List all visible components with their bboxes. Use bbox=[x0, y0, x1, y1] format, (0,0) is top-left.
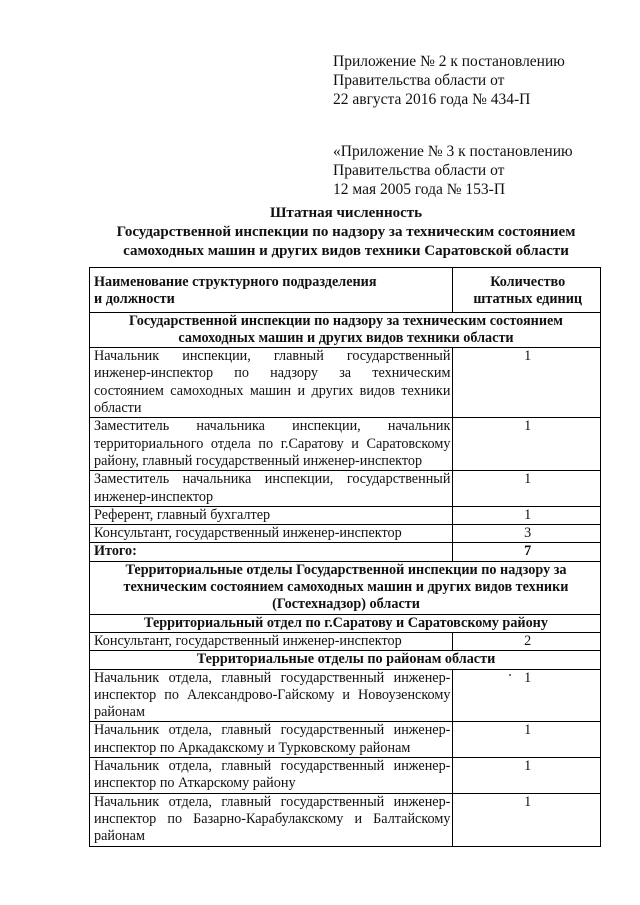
table-row bbox=[90, 722, 601, 758]
appendix-header-line: 22 августа 2016 года № 434-П bbox=[333, 91, 531, 108]
column-header-quantity: Количество штатных единиц bbox=[453, 268, 601, 313]
table-row bbox=[90, 632, 601, 650]
title-line: самоходных машин и других видов техники Саратовской области bbox=[123, 243, 569, 259]
section-heading-row bbox=[90, 561, 601, 614]
table-row bbox=[90, 525, 601, 543]
staffing-table bbox=[89, 267, 601, 847]
appendix-header-line: 12 мая 2005 года № 153-П bbox=[333, 181, 506, 198]
scan-speck bbox=[509, 674, 511, 676]
total-label: Итого: bbox=[90, 543, 453, 561]
position-quantity: 1 bbox=[453, 471, 601, 507]
column-header-name: Наименование структурного подразделения и должности bbox=[90, 268, 453, 313]
position-name: Консультант, государственный инженер-инспектор bbox=[90, 632, 453, 650]
position-name: Референт, главный бухгалтер bbox=[90, 506, 453, 524]
appendix-header bbox=[333, 52, 565, 109]
position-quantity: 3 bbox=[453, 525, 601, 543]
section-heading-row bbox=[90, 312, 601, 348]
original-appendix-header bbox=[333, 142, 573, 199]
title-line: Штатная численность bbox=[269, 205, 423, 221]
table-row bbox=[90, 758, 601, 794]
position-name: Заместитель начальника инспекции, государственный инженер-инспектор bbox=[90, 471, 453, 507]
title-line: Государственной инспекции по надзору за техническим состоянием bbox=[116, 224, 576, 240]
position-name: Начальник отдела, главный государственный инженер-инспектор по Аткарскому району bbox=[90, 758, 453, 794]
section-heading-row bbox=[90, 614, 601, 632]
position-quantity: 2 bbox=[453, 632, 601, 650]
appendix-header-line: «Приложение № 3 к постановлению bbox=[333, 143, 573, 160]
position-name: Начальник отдела, главный государственный инженер-инспектор по Базарно-Карабулакскому и Балтайскому районам bbox=[90, 793, 453, 846]
position-name: Начальник отдела, главный государственный инженер-инспектор по Александрово-Гайскому и Новоузенскому районам bbox=[90, 669, 453, 722]
table-header-row bbox=[90, 268, 601, 313]
table-row bbox=[90, 793, 601, 846]
table-row bbox=[90, 669, 601, 722]
table-row bbox=[90, 506, 601, 524]
position-quantity: 1 bbox=[453, 758, 601, 794]
section-heading: Территориальные отделы по районам области bbox=[90, 651, 601, 669]
appendix-header-line: Правительства области от bbox=[333, 162, 505, 179]
table-row bbox=[90, 348, 601, 418]
document-title bbox=[86, 204, 606, 261]
position-quantity: 1 bbox=[453, 669, 601, 722]
appendix-header-line: Правительства области от bbox=[333, 72, 505, 89]
section-heading: Территориальный отдел по г.Саратову и Саратовскому району bbox=[90, 614, 601, 632]
position-name: Заместитель начальника инспекции, начальник территориального отдела по г.Саратову и Саратовскому району, главный государственный инженер-инспектор bbox=[90, 418, 453, 471]
total-value: 7 bbox=[453, 543, 601, 561]
position-name: Консультант, государственный инженер-инспектор bbox=[90, 525, 453, 543]
position-name: Начальник инспекции, главный государственный инженер-инспектор по надзору за техническим состоянием самоходных машин и других видов техники области bbox=[90, 348, 453, 418]
table-row bbox=[90, 471, 601, 507]
position-quantity: 1 bbox=[453, 722, 601, 758]
total-row bbox=[90, 543, 601, 561]
position-quantity: 1 bbox=[453, 506, 601, 524]
appendix-header-line: Приложение № 2 к постановлению bbox=[333, 53, 565, 70]
section-heading-row bbox=[90, 651, 601, 669]
table-row bbox=[90, 418, 601, 471]
position-name: Начальник отдела, главный государственный инженер-инспектор по Аркадакскому и Турковскому районам bbox=[90, 722, 453, 758]
position-quantity: 1 bbox=[453, 418, 601, 471]
section-heading: Государственной инспекции по надзору за техническим состоянием самоходных машин и других видов техники области bbox=[90, 312, 601, 348]
section-heading: Территориальные отделы Государственной инспекции по надзору за техническим состоянием самоходных машин и других видов техники (Гостехнадзор) области bbox=[90, 561, 601, 614]
position-quantity: 1 bbox=[453, 793, 601, 846]
position-quantity: 1 bbox=[453, 348, 601, 418]
